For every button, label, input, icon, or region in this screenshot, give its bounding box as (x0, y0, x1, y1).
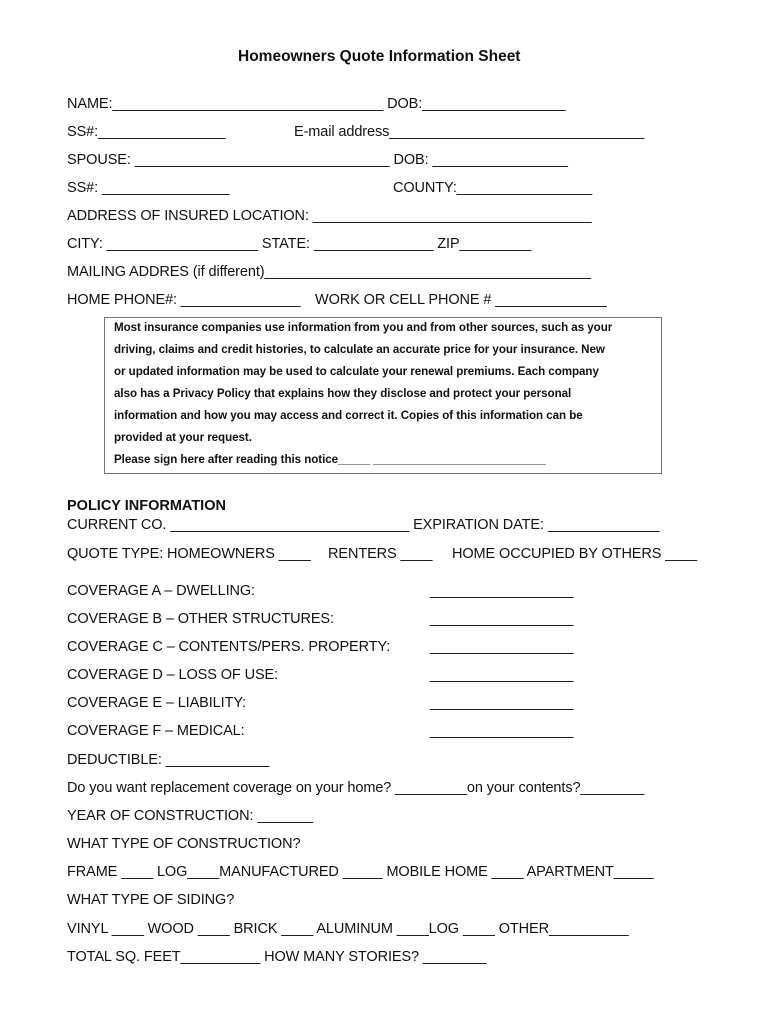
coverage-label: COVERAGE A – DWELLING: (67, 583, 255, 599)
coverage-label: COVERAGE D – LOSS OF USE: (67, 667, 279, 683)
coverage-label: COVERAGE B – OTHER STRUCTURES: (67, 611, 334, 627)
siding-type-options[interactable]: VINYL ____ WOOD ____ BRICK ____ ALUMINUM ____LOG ____ OTHER__________ (67, 921, 629, 937)
quote-type-homeowners[interactable]: QUOTE TYPE: HOMEOWNERS ____ (67, 546, 311, 562)
privacy-notice-box (104, 317, 662, 474)
address-line[interactable]: ADDRESS OF INSURED LOCATION: ___________________________________ (67, 208, 592, 224)
notice-line: Most insurance companies use information from you and from other sources, such as your (114, 321, 613, 334)
coverage-blank[interactable]: __________________ (430, 723, 574, 739)
year-construction-line[interactable]: YEAR OF CONSTRUCTION: _______ (67, 808, 314, 824)
notice-line: provided at your request. (114, 431, 252, 444)
county-line[interactable]: COUNTY:_________________ (393, 180, 593, 196)
notice-line: also has a Privacy Policy that explains how they disclose and protect your personal (114, 387, 572, 400)
quote-type-renters[interactable]: RENTERS ____ (328, 546, 433, 562)
name-dob-line[interactable]: NAME:__________________________________ DOB:__________________ (67, 96, 566, 112)
notice-line: information and how you may access and correct it. Copies of this information can be (114, 409, 583, 422)
coverage-blank[interactable]: __________________ (430, 639, 574, 655)
email-line[interactable]: E-mail address________________________________ (294, 124, 645, 140)
coverage-label: COVERAGE F – MEDICAL: (67, 723, 245, 739)
coverage-blank[interactable]: __________________ (430, 667, 574, 683)
city-state-zip-line[interactable]: CITY: ___________________ STATE: _______________ ZIP_________ (67, 236, 532, 252)
page-title: Homeowners Quote Information Sheet (238, 48, 521, 65)
notice-line: driving, claims and credit histories, to calculate an accurate price for your insurance. New (114, 343, 605, 356)
deductible-line[interactable]: DEDUCTIBLE: _____________ (67, 752, 270, 768)
policy-section-heading: POLICY INFORMATION (67, 498, 226, 514)
current-co-line[interactable]: CURRENT CO. ______________________________ EXPIRATION DATE: ______________ (67, 517, 660, 533)
mailing-address-line[interactable]: MAILING ADDRES (if different)_________________________________________ (67, 264, 592, 280)
coverage-blank[interactable]: __________________ (430, 611, 574, 627)
construction-type-options[interactable]: FRAME ____ LOG____MANUFACTURED _____ MOBILE HOME ____ APARTMENT_____ (67, 864, 654, 880)
home-phone-line[interactable]: HOME PHONE#: _______________ (67, 292, 301, 308)
quote-type-occupied[interactable]: HOME OCCUPIED BY OTHERS ____ (452, 546, 698, 562)
ss-line[interactable]: SS#:________________ (67, 124, 226, 140)
coverage-blank[interactable]: __________________ (430, 583, 574, 599)
coverage-label: COVERAGE C – CONTENTS/PERS. PROPERTY: (67, 639, 391, 655)
notice-signature-line[interactable]: Please sign here after reading this notice_____ ___________________________ (114, 453, 546, 466)
spouse-ss-line[interactable]: SS#: ________________ (67, 180, 230, 196)
coverage-label: COVERAGE E – LIABILITY: (67, 695, 247, 711)
construction-type-question: WHAT TYPE OF CONSTRUCTION? (67, 836, 301, 852)
spouse-dob-line[interactable]: SPOUSE: ________________________________ DOB: _________________ (67, 152, 568, 168)
siding-type-question: WHAT TYPE OF SIDING? (67, 892, 235, 908)
work-phone-line[interactable]: WORK OR CELL PHONE # ______________ (315, 292, 607, 308)
replacement-coverage-line[interactable]: Do you want replacement coverage on your home? _________on your contents?________ (67, 780, 645, 796)
notice-line: or updated information may be used to calculate your renewal premiums. Each company (114, 365, 599, 378)
sqft-stories-line[interactable]: TOTAL SQ. FEET__________ HOW MANY STORIES? ________ (67, 949, 487, 965)
coverage-blank[interactable]: __________________ (430, 695, 574, 711)
